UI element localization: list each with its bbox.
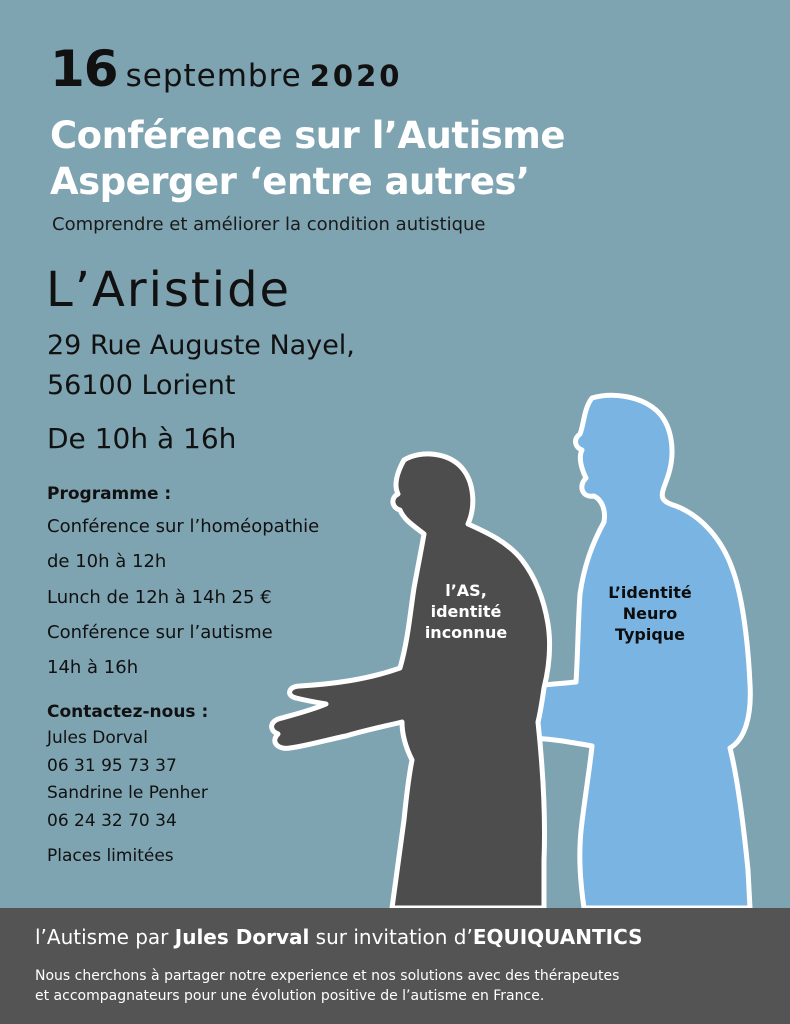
event-hours: De 10h à 16h [47, 422, 237, 455]
event-title-line2: Asperger ‘entre autres’ [50, 160, 530, 203]
programme-item: de 10h à 12h [47, 551, 167, 572]
footer-organization: EQUIQUANTICS [472, 925, 643, 949]
programme-item: Conférence sur l’homéopathie [47, 516, 320, 537]
event-month: septembre [125, 58, 302, 94]
venue-name: L’Aristide [46, 262, 292, 318]
as-identity-label [414, 580, 518, 643]
footer-banner [0, 908, 790, 1024]
places-limited-note: Places limitées [47, 846, 174, 866]
programme-item: 14h à 16h [47, 657, 139, 678]
programme-item: Lunch de 12h à 14h 25 € [47, 587, 272, 608]
footer-description-line1: Nous cherchons à partager notre experience et nos solutions avec des thérapeutes [35, 968, 620, 984]
contact-phone: 06 31 95 73 37 [47, 756, 177, 776]
venue-address-line1: 29 Rue Auguste Nayel, [47, 330, 355, 361]
contact-name: Sandrine le Penher [47, 783, 208, 803]
nt-label-line: L’identité [608, 583, 692, 602]
event-title-line1: Conférence sur l’Autisme [50, 114, 565, 157]
nt-label-line: Typique [614, 625, 686, 644]
event-day: 16 [50, 40, 118, 98]
nt-label-line: Neuro [622, 604, 678, 623]
footer-description-line2: et accompagnateurs pour une évolution positive de l’autisme en France. [35, 988, 545, 1004]
programme-heading: Programme : [47, 484, 172, 504]
as-label-line: identité [430, 602, 502, 621]
footer-author: Jules Dorval [174, 925, 310, 949]
programme-item: Conférence sur l’autisme [47, 622, 273, 643]
event-subtitle: Comprendre et améliorer la condition autistique [52, 214, 486, 235]
event-year: 2020 [309, 59, 403, 93]
contact-phone: 06 24 32 70 34 [47, 811, 177, 831]
venue-address-line2: 56100 Lorient [47, 370, 236, 401]
footer-middle: sur invitation d’ [309, 925, 473, 949]
footer-prefix: l’Autisme par [35, 925, 175, 949]
contact-name: Jules Dorval [47, 728, 148, 748]
asperger-silhouette [272, 454, 550, 908]
contact-heading: Contactez-nous : [47, 702, 209, 722]
as-label-line: inconnue [424, 623, 508, 642]
as-label-line: l’AS, [445, 581, 487, 600]
footer-credit [35, 925, 643, 949]
neurotypical-identity-label [600, 582, 700, 645]
